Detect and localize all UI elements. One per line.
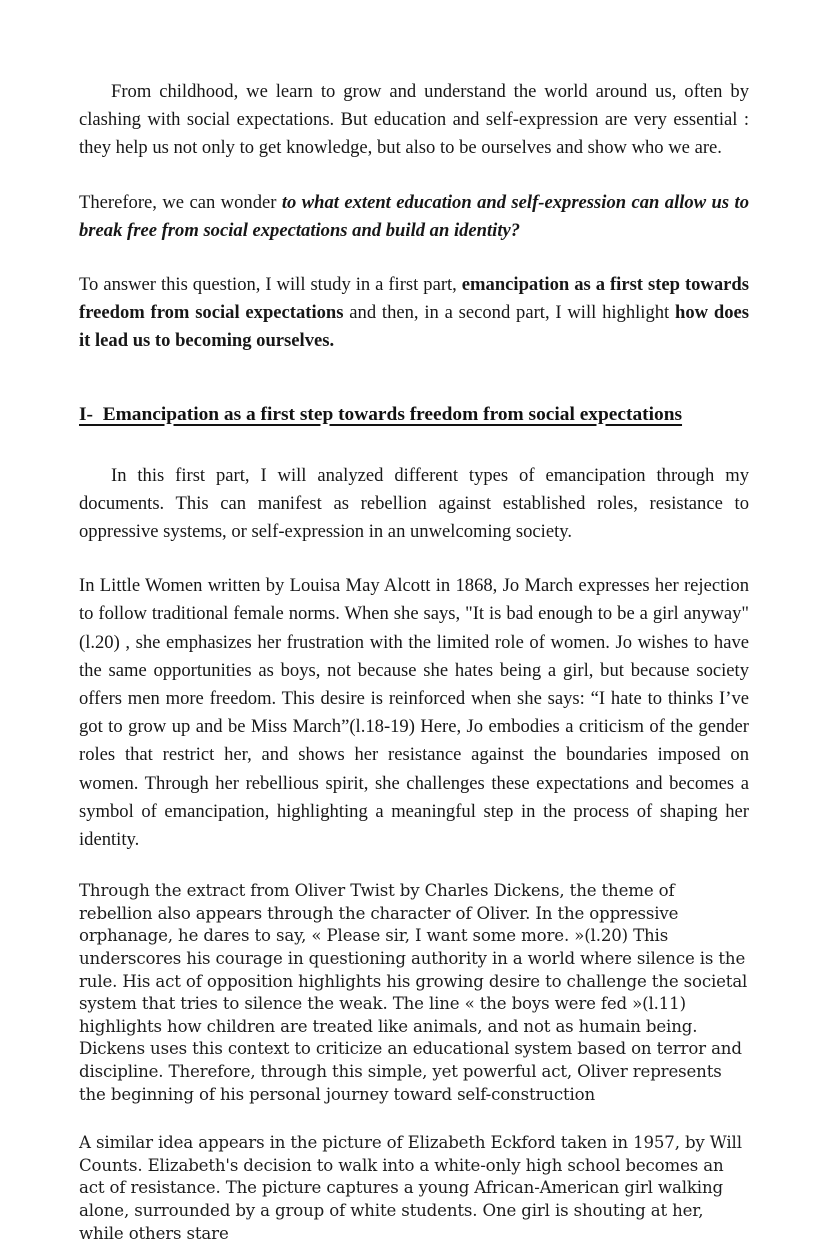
paragraph-spacer <box>79 546 749 572</box>
heading-spacer-below <box>79 428 749 462</box>
plan-bold-first-part: emancipation as a first step towards freedom from social expectations <box>79 274 749 324</box>
plan-text-part-one: To answer this question, I will study in a first part, <box>79 274 462 296</box>
paragraph-spacer <box>79 163 749 189</box>
problematic-question-emphasis: to what extent education and self-expression can allow us to break free from social expectations and build an identity? <box>79 191 750 241</box>
paragraph-spacer <box>79 854 749 880</box>
part-one-intro-paragraph: In this first part, I will analyzed different types of emancipation through my documents. This can manifest as rebellion against established roles, resistance to oppressive systems, or self-expression in an unwelcoming society. <box>79 464 749 543</box>
announcement-of-plan-paragraph <box>79 271 749 356</box>
problematic-question-paragraph <box>79 189 749 245</box>
paragraph-spacer <box>79 1106 749 1132</box>
paragraph-spacer <box>79 245 749 271</box>
oliver-twist-paragraph: Through the extract from Oliver Twist by Charles Dickens, the theme of rebellion also appears through the character of Oliver. In the oppressive orphanage, he dares to say, « Please sir, I want some more. »(l.20) This underscores his courage in questioning authority in a world where silence is the rule. His act of opposition highlights his growing desire to challenge the societal system that tries to silence the weak. The line « the boys were fed »(l.11) highlights how children are treated like animals, and not as humain being. Dickens uses this context to criticize an educational system based on terror and discipline. Therefore, through this simple, yet powerful act, Oliver represents the beginning of his personal journey toward self-construction <box>79 881 748 1104</box>
intro-paragraph: From childhood, we learn to grow and understand the world around us, often by clashing with social expectations. But education and self-expression are very essential : they help us not only to get knowledge, but also to be ourselves and show who we are. <box>79 81 749 159</box>
elizabeth-eckford-paragraph: A similar idea appears in the picture of Elizabeth Eckford taken in 1957, by Will Counts. Elizabeth's decision to walk into a white-only high school becomes an act of resistance. The picture captures a young African-American girl walking alone, surrounded by a group of white students. One girl is shouting at her, while others stare <box>79 1133 742 1243</box>
little-women-paragraph: In Little Women written by Louisa May Alcott in 1868, Jo March expresses her rejection to follow traditional female norms. When she says, "It is bad enough to be a girl anyway" (l.20) , she emphasizes her frustration with the limited role of women. Jo wishes to have the same opportunities as boys, not because she hates being a girl, but because society offers men more freedom. This desire is reinforced when she says: “I hate to thinks I’ve got to grow up and be Miss March”(l.18-19) Here, Jo embodies a criticism of the gender roles that restrict her, and shows her resistance against the boundaries imposed on women. Through her rebellious spirit, she challenges these expectations and becomes a symbol of emancipation, highlighting a meaningful step in the process of shaping her identity. <box>79 575 749 851</box>
section-heading-one: I- Emancipation as a first step towards freedom from social expectations <box>79 403 683 425</box>
plan-text-part-two: and then, in a second part, I will highlight <box>343 302 676 324</box>
plan-bold-second-part: how does it lead us to becoming ourselves. <box>79 302 749 352</box>
problematic-question-lead: Therefore, we can wonder <box>79 191 282 213</box>
document-body <box>79 78 749 1245</box>
heading-spacer <box>79 356 749 402</box>
